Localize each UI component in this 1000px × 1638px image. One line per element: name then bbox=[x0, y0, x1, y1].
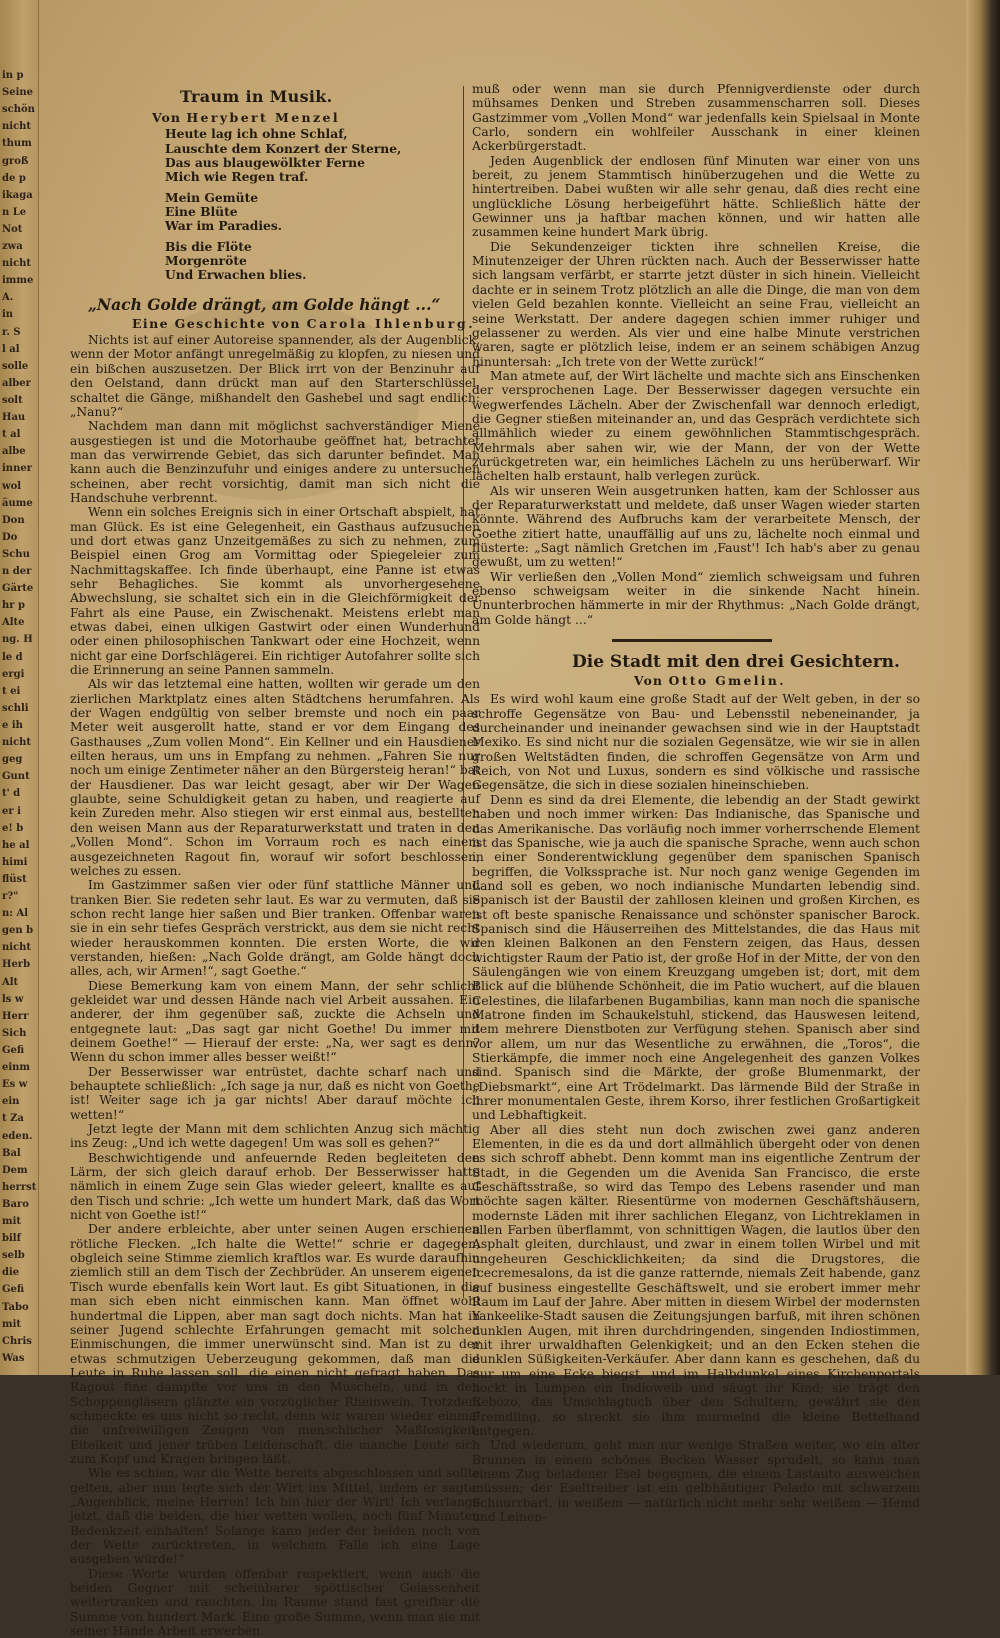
poem-body bbox=[70, 127, 480, 282]
margin-fragment: Gefi bbox=[2, 1045, 25, 1056]
poem-line: Eine Blüte bbox=[165, 204, 238, 220]
margin-fragment: Sich bbox=[2, 1027, 27, 1039]
poem-author-name: Herybert Menzel bbox=[186, 110, 341, 125]
margin-fragment: nicht bbox=[2, 942, 32, 954]
margin-fragment: die bbox=[2, 1267, 20, 1279]
margin-fragment: solt bbox=[2, 395, 23, 406]
story-paragraph: Wenn ein solches Ereignis sich in einer Ortschaft abspielt, hat man Glück. Es ist eine Gelegenheit, ein Gasthaus aufzusuchen und dort etwas ganz Unzeitgemäßes zu sich zu nehmen, zum Beispiel einen Grog am Vormittag oder Spiegeleier zum Nachmittagskaffee. Ich finde überhaupt, eine Panne ist etwas sehr Behagliches. Sie kommt als unvorhergesehene Abwechslung, sie schaltet sich ein in die Gleichförmigkeit der Fahrt als eine Pause, ein Zwischenakt. Meistens erlebt man etwas dabei, einen ulkigen Gastwirt oder einen Wunderhund oder einen philosophischen Tankwart oder eine Hochzeit, wenn nicht gar eine Dorfschlägerei. Ein richtiger Autofahrer sollte sich die Erinnerung an seine Pannen sammeln. bbox=[70, 505, 480, 678]
poem-line: War im Paradies. bbox=[165, 218, 283, 234]
margin-fragment: Gefi bbox=[2, 1284, 25, 1296]
poem-line: Heute lag ich ohne Schlaf, bbox=[165, 126, 348, 142]
margin-fragment: Herr bbox=[2, 1010, 29, 1022]
margin-fragment: bilf bbox=[2, 1233, 21, 1245]
article2-paragraph: Es wird wohl kaum eine große Stadt auf der Welt geben, in der so schroffe Gegensätze von Bau- und Lebensstil nebeneinander, ja durcheinander und ineinander gewachsen sind wie in der Hauptstadt Mexiko. Es sind nicht nur die sozialen Gegensätze, wie wir sie in allen großen Weltstädten finden, die schroffen Gegensätze von Arm und Reich, von Not und Luxus, sondern es sind völkische und rassische Gegensätze, die sich in diese sozialen hineinschieben. bbox=[472, 692, 920, 793]
right-column bbox=[472, 82, 920, 1524]
margin-fragment: herrst bbox=[2, 1181, 37, 1193]
story-paragraph: Beschwichtigende und anfeuernde Reden begleiteten den Lärm, der sich gleich darauf erhob. Der Besserwisser hatte nämlich in einem Zuge sein Glas wieder geleert, knallte es auf den Tisch und schrie: „Ich wette um hundert Mark, daß das Wort nicht von Goethe ist!“ bbox=[70, 1150, 480, 1223]
story-paragraph: muß oder wenn man sie durch Pfennigverdienste oder durch mühsames Denken und Streben zusammenscharren soll. Dieses Gastzimmer vom „Vollen Mond“ war jedenfalls kein Spielsaal in Monte Carlo, sondern ein wohlfeiler Ausschank in einer kleinen Ackerbürgerstadt. bbox=[472, 82, 920, 154]
margin-fragment: flüst bbox=[2, 873, 27, 885]
story-paragraph: Die Sekundenzeiger tickten ihre schnellen Kreise, die Minutenzeiger der Uhren rückten nach. Auch der Besserwisser hatte sich langsam verfärbt, er starrte jetzt düster in sich hinein. Vielleicht dachte er in seinem Trotz plötzlich an alle die Dinge, die man von dem vielen Geld bezahlen konnte. Vielleicht an seine Frau, vielleicht an seine Werkstatt. Der andere dagegen schien immer ruhiger und gelassener zu werden. Als vier und eine halbe Minute verstrichen waren, sagte er plötzlich leise, indem er an seinem schäbigen Anzug hinuntersah: „Ich trete von der Wette zurück!“ bbox=[472, 239, 920, 369]
article2-paragraph: Und wiederum, geht man nur wenige Straßen weiter, wo ein alter Brunnen in einem schönes Becken Wasser sprudelt, so kann man einem Zug beladener Esel begegnen, die einem Lastauto ausweichen müssen; der Eseltreiber ist ein gelbhäutiger Pelado mit schwarzem Schnurrbart, in weißem — natürlich nicht mehr sehr weißem — Hemd und Leinen- bbox=[472, 1438, 920, 1524]
margin-fragment: e ih bbox=[2, 720, 23, 731]
margin-fragment: himi bbox=[2, 856, 28, 868]
poem-line: Mich wie Regen traf. bbox=[165, 169, 309, 185]
margin-fragment: Tabo bbox=[2, 1301, 29, 1313]
poem-author-prefix: Von bbox=[152, 110, 181, 125]
poem-title: Traum in Musik. bbox=[180, 87, 333, 106]
margin-fragment: de p bbox=[2, 172, 26, 184]
article2-title: Die Stadt mit den drei Gesichtern. bbox=[572, 652, 900, 673]
poem-line: Morgenröte bbox=[165, 253, 247, 269]
poem-line: Mein Gemüte bbox=[165, 189, 259, 205]
binding-margin bbox=[0, 0, 39, 1375]
margin-fragment: nicht bbox=[2, 121, 32, 133]
poem-line: Das aus blaugewölkter Ferne bbox=[165, 155, 365, 171]
margin-fragment: Seine bbox=[2, 87, 34, 99]
story-paragraph: Der andere erbleichte, aber unter seinen Augen erschienen rötliche Flecken. „Ich halte die Wette!“ schrie er dagegen, obgleich seine Stimme ziemlich kraftlos war. Es wurde daraufhin ziemlich still an dem Tisch der Zechbrüder. An unserem eigenen Tisch wurde ebenfalls kein Wort laut. Es gibt Situationen, in die man sich eben nicht einmischen kann. Man öffnet wohl hundertmal die Lippen, aber man sagt doch nichts. Man hat in seiner Jugend schlechte Erfahrungen gemacht mit solchen Einmischungen, die immer unerwünscht sind. Man ist zu der etwas schmutzigen Ueberzeugung gekommen, daß man die Leute in Ruhe lassen soll, die einen nicht gefragt haben. Das Ragout fine dampfte vor uns in den Muscheln, und in den Schoppengläsern glänzte ein vorzüglicher Rheinwein. Trotzdem schmeckte es uns nicht so recht, denn wir waren wieder einmal die unfreiwilligen Zeugen von menschlicher Maßlosigkeit, Eitelkeit und jener trüben Leidenschaft, die manche Leute sich zum Kopf und Kragen bringen läßt. bbox=[70, 1222, 480, 1466]
margin-fragment: Chris bbox=[2, 1335, 32, 1347]
margin-fragment: eden. bbox=[2, 1130, 33, 1142]
margin-fragment: thum bbox=[2, 138, 32, 150]
story-paragraph: Diese Worte wurden offenbar respektiert, wenn auch die beiden Gegner mit scheinbarer spöttischer Gelassenheit weitertranken und rauchten. Im Raume stand fast greifbar die Summe von hundert Mark. Eine große Summe, wenn man sie mit seiner Hände Arbeit erwerben bbox=[70, 1566, 480, 1638]
margin-fragment: e! b bbox=[2, 822, 24, 834]
margin-fragment: Gunt bbox=[2, 771, 30, 783]
margin-fragment: t' d bbox=[2, 788, 21, 800]
margin-fragment: Schu bbox=[2, 548, 30, 560]
margin-fragment: zwa bbox=[2, 241, 23, 253]
margin-fragment: gen b bbox=[2, 925, 34, 937]
margin-fragment: n der bbox=[2, 566, 32, 578]
margin-fragment: Herb bbox=[2, 959, 31, 971]
margin-fragment: l al bbox=[2, 343, 20, 355]
margin-fragment: he al bbox=[2, 839, 30, 851]
story-author-name: Carola Ihlenburg. bbox=[306, 315, 476, 331]
margin-fragment: inner bbox=[2, 463, 32, 475]
margin-fragment: alber bbox=[2, 377, 31, 389]
margin-fragment: ng. H bbox=[2, 634, 33, 646]
story-title: „Nach Golde drängt, am Golde hängt ...“ bbox=[88, 294, 441, 314]
margin-fragment: mit bbox=[2, 1216, 21, 1228]
poem-line: Bis die Flöte bbox=[165, 238, 252, 254]
article2-author-prefix: Von bbox=[634, 673, 664, 689]
margin-fragment: wol bbox=[2, 480, 22, 492]
margin-fragment: geg bbox=[2, 754, 23, 766]
story-paragraph: Als wir unseren Wein ausgetrunken hatten, kam der Schlosser aus der Reparaturwerkstatt und meldete, daß unser Wagen wieder starten könnte. Während des Aufbruchs kam der verarbeitete Mensch, der Goethe zitiert hatte, unauffällig auf uns zu, lächelte noch einmal und flüsterte: „Sagt nämlich Gretchen im ,Faust'! Ich hab's aber zu genau gewußt, um zu wetten!“ bbox=[472, 483, 920, 570]
margin-fragment: ikaga bbox=[2, 189, 33, 201]
story-paragraph: Wir verließen den „Vollen Mond“ ziemlich schweigsam und fuhren ebenso schweigsam weiter in die sinkende Nacht hinein. Ununterbrochen hämmerte in mir der Rhythmus: „Nach Golde drängt, am Golde hängt ...“ bbox=[472, 569, 920, 627]
margin-fragment: in bbox=[2, 309, 14, 321]
story-text-left bbox=[70, 333, 480, 1638]
story-paragraph: Diese Bemerkung kam von einem Mann, der sehr schlicht gekleidet war und dessen Hände nach viel Arbeit aussahen. Ein anderer, der ihm gegenüber saß, zuckte die Achseln und entgegnete laut: „Das sagt gar nicht Goethe! Du immer mit deinem Goethe!“ — Hierauf der erste: „Na, wer sagt es denn? Wenn du schon immer alles besser weißt!“ bbox=[70, 978, 480, 1065]
margin-fragment: t ei bbox=[2, 685, 21, 697]
margin-fragment: solle bbox=[2, 360, 29, 372]
margin-fragment: äume bbox=[2, 497, 33, 509]
margin-fragment: nicht bbox=[2, 258, 32, 270]
story-paragraph: Im Gastzimmer saßen vier oder fünf stattliche Männer und tranken Bier. Sie redeten sehr laut. Es war zu vermuten, daß sie schon recht lange hier saßen und Bier tranken. Offenbar waren sie in ein sehr tiefes Gespräch verstrickt, aus dem sie nicht recht wieder herauskommen konnten. Die ersten Worte, die wir verstanden, hießen: „Nach Golde drängt, am Golde hängt doch alles, ach, wir Armen!“, sagt Goethe.“ bbox=[70, 878, 480, 979]
margin-fragment: er i bbox=[2, 805, 21, 817]
margin-fragment: groß bbox=[2, 155, 29, 167]
margin-fragment: Was bbox=[2, 1352, 25, 1364]
margin-fragment: Alte bbox=[2, 617, 25, 629]
margin-fragment: Es w bbox=[2, 1079, 28, 1091]
margin-fragment: albe bbox=[2, 446, 26, 458]
margin-fragment: n: Al bbox=[2, 908, 29, 920]
margin-fragment: A. bbox=[2, 292, 14, 304]
article2-text bbox=[472, 692, 920, 1524]
margin-fragment: Alt bbox=[2, 976, 19, 988]
margin-fragment: mit bbox=[2, 1318, 21, 1330]
margin-fragment: le d bbox=[2, 651, 23, 663]
margin-fragment: schön bbox=[2, 104, 35, 116]
article2-author-name: Otto Gmelin. bbox=[668, 673, 786, 689]
poem-author bbox=[152, 111, 480, 125]
margin-fragment: t al bbox=[2, 429, 21, 441]
poem-stanza bbox=[165, 191, 480, 234]
margin-fragment: Dem bbox=[2, 1164, 28, 1176]
margin-fragment: nicht bbox=[2, 737, 32, 749]
poem-stanza bbox=[165, 240, 480, 283]
margin-fragment: in p bbox=[2, 70, 24, 81]
article2-paragraph: Denn es sind da drei Elemente, die lebendig an der Stadt gewirkt haben und noch immer wirken: Das Indianische, das Spanische und das Amerikanische. Das vorläufig noch immer vorherrschende Element ist das Spanische, wie ja auch die spanische Sprache, wenn auch schon in einer Sonderentwicklung gegenüber dem spanischen Spanisch begriffen, die Volkssprache ist. Nur noch ganz wenige Gegenden im Land soll es geben, wo noch indianische Mundarten lebendig sind. Spanisch ist der Baustil der zahllosen kleinen und großen Kirchen, es ist oft beste spanische Renaissance und schönster spanischer Barock. Spanisch sind die Häuserreihen des Mittelstandes, die das Haus mit den kleinen Balkonen an den Fenstern zeigen, das Haus, dessen wichtigster Raum der Patio ist, der große Hof in der Mitte, der von den Säulengängen wie von einem Kreuzgang umgeben ist; dort, mit dem Blick auf die blühende Schönheit, die im Patio wuchert, auf die blauen Celestines, die lilafarbenen Bugambilias, kann man noch die spanische Matrone finden im Schaukelstuhl, stickend, das Hauswesen leitend, dem mehrere Dienstboten zur Verfügung stehen. Spanisch aber sind vor allem, um nur das Wesentliche zu erwähnen, die „Toros“, die Stierkämpfe, die immer noch eine Angelegenheit des ganzen Volkes sind. Spanisch sind die Märkte, der große Blumenmarkt, der „Diebsmarkt“, eine Art Trödelmarkt. Das lärmende Bild der Straße in ihrer monumentalen Geste, ihrem Korso, ihrer festlichen Großartigkeit und Lebhaftigkeit. bbox=[472, 792, 920, 1123]
story-paragraph: Man atmete auf, der Wirt lächelte und machte sich ans Einschenken der versprochenen Lage. Der Besserwisser dagegen versuchte ein wegwerfendes Lächeln. Aber der Zwischenfall war dennoch erledigt, die Gegner stießen miteinander an, und das Gespräch verdichtete sich allmählich wieder zu einem gewöhnlichen Stammtischgespräch. Mehrmals aber sahen wir, wie der Mann, der von der Wette zurückgetreten war, ein heimliches Lächeln zu uns herüberwarf. Wir lächelten halb erstaunt, halb verlegen zurück. bbox=[472, 368, 920, 484]
poem-line: Lauschte dem Konzert der Sterne, bbox=[165, 140, 402, 156]
margin-fragment: Gärte bbox=[2, 583, 34, 595]
article2-author bbox=[634, 674, 920, 688]
story-paragraph: Jeden Augenblick der endlosen fünf Minuten war einer von uns bereit, zu jenem Stammtisch hinüberzugehen und die Wette zu hintertreiben. Dabei wußten wir alle sehr genau, daß dies recht eine unglückliche Lösung herbeigeführt hätte. Schließlich hätte der Gewinner uns ja haftbar machen können, und wir hatten alle zusammen keine hundert Mark übrig. bbox=[472, 153, 920, 240]
story-text-right bbox=[472, 82, 920, 627]
margin-fragment: t Za bbox=[2, 1113, 24, 1125]
story-author bbox=[132, 317, 480, 331]
margin-fragment: schli bbox=[2, 702, 29, 714]
poem-stanza bbox=[165, 127, 480, 184]
story-author-prefix: Eine Geschichte von bbox=[132, 315, 301, 331]
margin-fragment: ein bbox=[2, 1096, 20, 1108]
margin-fragment: selb bbox=[2, 1250, 25, 1262]
margin-fragment: r. S bbox=[2, 326, 21, 338]
story-paragraph: Der Besserwisser war entrüstet, dachte scharf nach und behauptete schließlich: „Ich sage ja nur, daß es nicht von Goethe ist! Weiter sage ich ja gar nichts! Aber darauf möchte ich wetten!“ bbox=[70, 1064, 480, 1122]
story-paragraph: Nachdem man dann mit möglichst sachverständiger Miene ausgestiegen ist und die Motorhaube geöffnet hat, betrachtet man das verwirrende Gebiet, das sich darunter befindet. Man kann auch die Benzinzufuhr und einiges andere zu untersuchen scheinen, aber recht vorsichtig, damit man sich nicht die Handschuhe verbrennt. bbox=[70, 419, 480, 505]
margin-fragment: hr p bbox=[2, 600, 26, 612]
story-paragraph: Wie es schien, war die Wette bereits abgeschlossen und sollte gelten, aber nun legte sich der Wirt ins Mittel, indem er sagte: „Augenblick, meine Herren! Ich bin hier der Wirt! Ich verlange jetzt, daß die beiden, die hier wetten wollen, noch fünf Minuten Bedenkzeit einhalten! Solange kann jeder der beiden noch von der Wette zurücktreten, in welchem Falle ich eine Lage ausgeben würde!“ bbox=[70, 1466, 480, 1567]
margin-fragment: Bal bbox=[2, 1147, 21, 1159]
left-column bbox=[70, 82, 480, 1638]
margin-fragment: Don bbox=[2, 514, 25, 526]
story-paragraph: Nichts ist auf einer Autoreise spannender, als der Augenblick, wenn der Motor anfängt unregelmäßig zu klopfen, zu niesen und ein bißchen auszusetzen. Der Blick irrt von der Benzinuhr auf den Oelstand, dann drückt man auf den Starterschlüssel, schaltet die Gänge, mißhandelt den Gashebel und sagt endlich: „Nanu?“ bbox=[70, 333, 480, 419]
story-paragraph: Jetzt legte der Mann mit dem schlichten Anzug sich mächtig ins Zeug: „Und ich wette dagegen! Um was soll es gehen?“ bbox=[70, 1122, 480, 1151]
article-separator-rule bbox=[612, 639, 772, 642]
margin-fragment: imme bbox=[2, 275, 34, 287]
margin-fragment: r?" bbox=[2, 891, 19, 903]
article-frame bbox=[40, 0, 974, 1638]
story-paragraph: Als wir das letztemal eine hatten, wollten wir gerade um den zierlichen Marktplatz eines alten Städtchens herumfahren. Als der Wagen endgültig von selber bremste und noch ein paar Meter weit ausgerollt hatte, stand er vor dem Eingang des Gasthauses „Zum vollen Mond“. Ein Kellner und ein Hausdiener eilten heraus, um uns in Empfang zu nehmen. „Fahren Sie nur noch um einige Zentimeter näher an den Bürgersteig heran!“ bat der Hausdiener. Das war leicht gesagt, aber wir Der Wagen glaubte, seine Schuldigkeit getan zu haben, und reagierte auf kein Zureden mehr. Also stiegen wir erst einmal aus, bestellten den weisen Mann aus der Reparaturwerkstatt und traten in den „Vollen Mond“. Schon im Vorraum roch es nach einem ausgezeichneten Ragout fin, worauf wir sofort beschlossen, welches zu essen. bbox=[70, 677, 480, 878]
margin-fragment: Hau bbox=[2, 412, 26, 424]
margin-fragment: einm bbox=[2, 1062, 31, 1074]
margin-fragment: ls w bbox=[2, 993, 24, 1005]
margin-fragment: n Le bbox=[2, 206, 27, 218]
margin-fragment: Not bbox=[2, 223, 23, 235]
poem-line: Und Erwachen blies. bbox=[165, 267, 307, 283]
margin-fragment: ergi bbox=[2, 668, 25, 680]
margin-fragment: Baro bbox=[2, 1198, 29, 1210]
margin-fragment: Do bbox=[2, 531, 18, 543]
article2-paragraph: Aber all dies steht nun doch zwischen zwei ganz anderen Elementen, in die es da und dort allmählich übergeht oder von denen es sich schroff abhebt. Denn kommt man ins eigentliche Zentrum der Stadt, in die Gegenden um die Avenida San Francisco, die erste Geschäftsstraße, so wird das Tempo des Lebens rasender und man möchte sagen kälter. Riesentürme von modernen Geschäftshäusern, modernste Läden mit ihrer sachlichen Eleganz, von Lichtreklamen in allen Farben überflammt, von schnittigen Wagen, die lautlos über den Asphalt gleiten, durchlaust, und zwar in einem tollen Wirbel und mit ungeheuren Geschicklichkeiten; da sind die Drugstores, die Icecremesalons, da ist die ganze ratternde, niemals Zeit habende, ganz auf business eingestellte Geschäftswelt, und sie erobert immer mehr Raum im Lauf der Jahre. Aber mitten in diesem Wirbel der modernsten Yankeelike-Stadt sausen die Zeitungsjungen barfuß, mit ihren schönen dunklen Augen, mit ihren durchdringenden, singenden Indiostimmen, mit ihrer urwaldhaften Gelenkigkeit; und an den Ecken stehen die dunklen Süßigkeiten-Verkäufer. Aber dann kann es geschehen, daß du nur um eine Ecke biegst, und im Halbdunkel eines Kirchenportals hockt in Lumpen ein Indioweib und säugt ihr Kind; sie trägt den Rebozo, das Umschlagtuch über den Schultern; gewährt sie den Fremdling, so streckt sie ihm murmelnd die kleine Bettelhand entgegen. bbox=[472, 1122, 920, 1438]
